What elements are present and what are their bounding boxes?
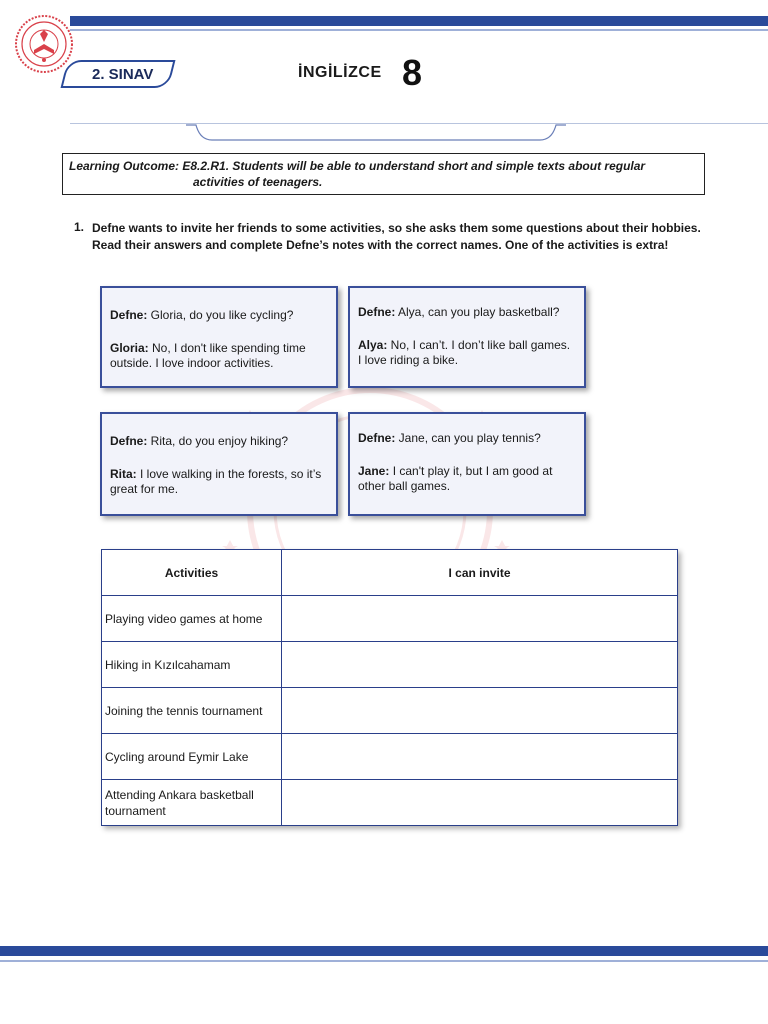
learning-outcome-box bbox=[62, 153, 705, 195]
table-row bbox=[102, 596, 678, 642]
outcome-line-2: activities of teenagers. bbox=[193, 175, 323, 189]
speaker-name: Jane: bbox=[358, 464, 390, 478]
dialog-card-alya bbox=[348, 286, 586, 388]
dialog-question bbox=[110, 434, 328, 449]
table-header-row bbox=[102, 550, 678, 596]
outcome-line-1: Learning Outcome: E8.2.R1. Students will be able to understand short and simple texts about regular bbox=[69, 159, 646, 173]
table-row bbox=[102, 734, 678, 780]
bottom-stripe bbox=[0, 946, 768, 956]
answer-cell[interactable] bbox=[282, 596, 678, 642]
question-number: 1. bbox=[74, 220, 85, 234]
table-row bbox=[102, 688, 678, 734]
table-row bbox=[102, 642, 678, 688]
ministry-seal-icon bbox=[14, 14, 74, 74]
answer-line: No, I don't like spending time outside. I love indoor activities. bbox=[110, 341, 306, 370]
dialog-answer bbox=[358, 464, 576, 494]
activity-cell: Attending Ankara basketball tournament bbox=[102, 780, 282, 826]
dialog-card-rita bbox=[100, 412, 338, 516]
activities-table bbox=[101, 549, 678, 826]
top-stripe bbox=[70, 16, 768, 26]
answer-line: I love walking in the forests, so it’s great for me. bbox=[110, 467, 322, 496]
bottom-stripe-thin bbox=[0, 960, 768, 962]
dialog-card-jane bbox=[348, 412, 586, 516]
answer-cell[interactable] bbox=[282, 780, 678, 826]
grade-number: 8 bbox=[402, 52, 423, 93]
question-line: Gloria, do you like cycling? bbox=[147, 308, 294, 322]
answer-line: I can't play it, but I am good at other ball games. bbox=[358, 464, 553, 493]
question-text: Defne wants to invite her friends to some activities, so she asks them some questions about their hobbies. Read their answers and complete Defne’s notes with the correct names. One of the activities is extra! bbox=[92, 221, 701, 252]
speaker-name: Gloria: bbox=[110, 341, 149, 355]
answer-cell[interactable] bbox=[282, 734, 678, 780]
activity-cell: Playing video games at home bbox=[102, 596, 282, 642]
question-line: Alya, can you play basketball? bbox=[395, 305, 560, 319]
question-line: Rita, do you enjoy hiking? bbox=[147, 434, 289, 448]
speaker-name: Defne: bbox=[358, 305, 396, 319]
dialog-question bbox=[358, 305, 576, 320]
speaker-name: Rita: bbox=[110, 467, 137, 481]
answer-cell[interactable] bbox=[282, 642, 678, 688]
speaker-name: Alya: bbox=[358, 338, 388, 352]
dialog-answer bbox=[110, 467, 328, 497]
dialog-question bbox=[358, 431, 576, 446]
speaker-name: Defne: bbox=[110, 434, 148, 448]
answer-cell[interactable] bbox=[282, 688, 678, 734]
activity-cell: Hiking in Kızılcahamam bbox=[102, 642, 282, 688]
column-header-invite: I can invite bbox=[282, 550, 678, 596]
header-tab bbox=[186, 124, 566, 144]
answer-line: No, I can’t. I don’t like ball games. I love riding a bike. bbox=[358, 338, 571, 367]
dialog-card-gloria bbox=[100, 286, 338, 388]
column-header-activities: Activities bbox=[102, 550, 282, 596]
exam-label: 2. SINAV bbox=[92, 66, 154, 83]
subject-title: İNGİLİZCE bbox=[298, 64, 382, 81]
table-row bbox=[102, 780, 678, 826]
activity-cell: Joining the tennis tournament bbox=[102, 688, 282, 734]
activity-cell: Cycling around Eymir Lake bbox=[102, 734, 282, 780]
speaker-name: Defne: bbox=[358, 431, 396, 445]
dialog-answer bbox=[358, 338, 576, 368]
question-line: Jane, can you play tennis? bbox=[395, 431, 541, 445]
dialog-question bbox=[110, 308, 328, 323]
dialog-answer bbox=[110, 341, 328, 371]
top-stripe-thin bbox=[70, 29, 768, 31]
speaker-name: Defne: bbox=[110, 308, 148, 322]
